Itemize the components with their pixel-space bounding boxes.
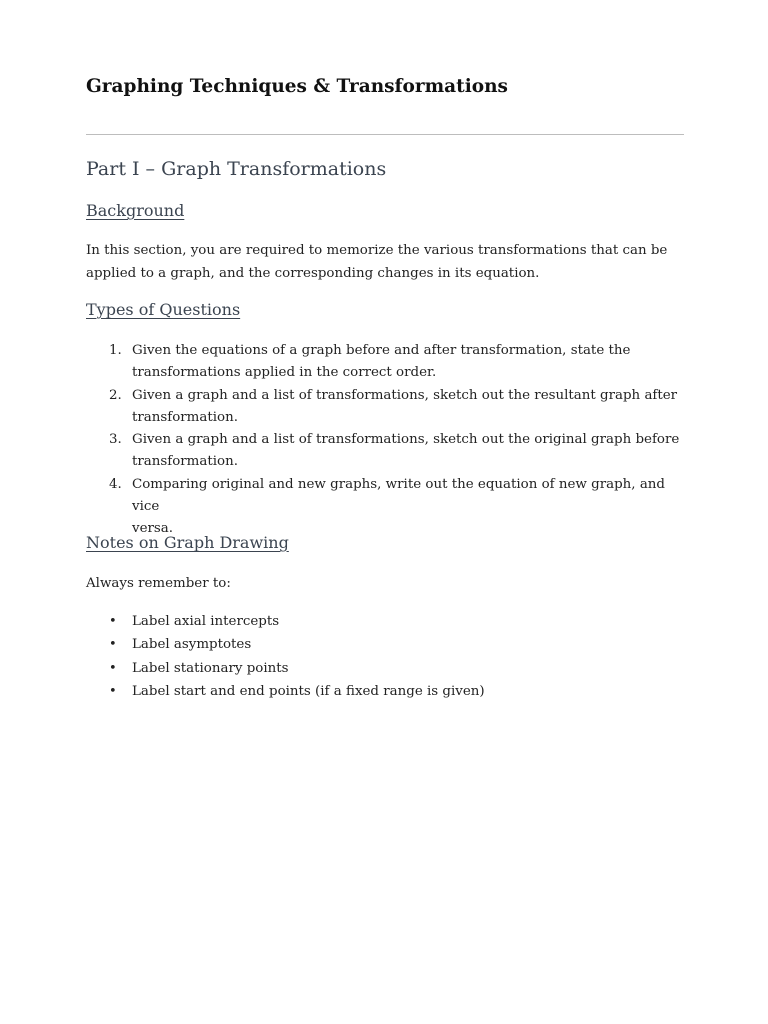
list-item [86,340,684,385]
background-line: applied to a graph, and the corresponding changes in its equation. [86,266,540,281]
list-item-text: Label start and end points (if a fixed range is given) [132,683,485,699]
background-paragraph [86,239,667,285]
background-heading: Background [86,201,185,220]
bullet-icon: • [109,683,117,699]
notes-intro: Always remember to: [86,576,231,591]
list-item-line: transformations applied in the correct order. [132,365,437,381]
document-title: Graphing Techniques & Transformations [86,76,508,97]
list-item [86,474,684,541]
list-item-line: versa. [132,521,174,537]
part-heading: Part I – Graph Transformations [86,158,387,180]
list-item [86,633,684,656]
list-number: 4. [109,476,122,492]
list-item-text: Label asymptotes [132,637,252,653]
list-number: 2. [109,387,122,403]
list-item-line: Given the equations of a graph before and after transformation, state the [132,343,631,358]
list-number: 1. [109,343,122,358]
notes-on-graph-drawing-heading: Notes on Graph Drawing [86,533,289,552]
bullet-icon: • [109,660,117,676]
list-number: 3. [109,432,122,448]
list-item-text: Label stationary points [132,660,289,676]
title-divider [86,134,684,135]
background-line: In this section, you are required to memorize the various transformations that can be [86,243,668,258]
bullet-icon: • [109,637,117,653]
list-item-line: Given a graph and a list of transformations, sketch out the resultant graph after [132,387,678,403]
list-item [86,429,684,474]
list-item [86,385,684,430]
types-of-questions-heading: Types of Questions [86,300,241,319]
question-types-list [86,340,684,541]
list-item-line: Comparing original and new graphs, write out the equation of new graph, and vice [132,476,665,515]
notes-bullet-list [86,610,684,703]
list-item-text: Label axial intercepts [132,614,280,629]
list-item [86,680,684,703]
list-item-line: transformation. [132,454,238,470]
list-item [86,657,684,680]
bullet-icon: • [109,614,117,629]
list-item-line: Given a graph and a list of transformations, sketch out the original graph before [132,432,680,448]
list-item [86,610,684,633]
list-item-line: transformation. [132,409,238,425]
